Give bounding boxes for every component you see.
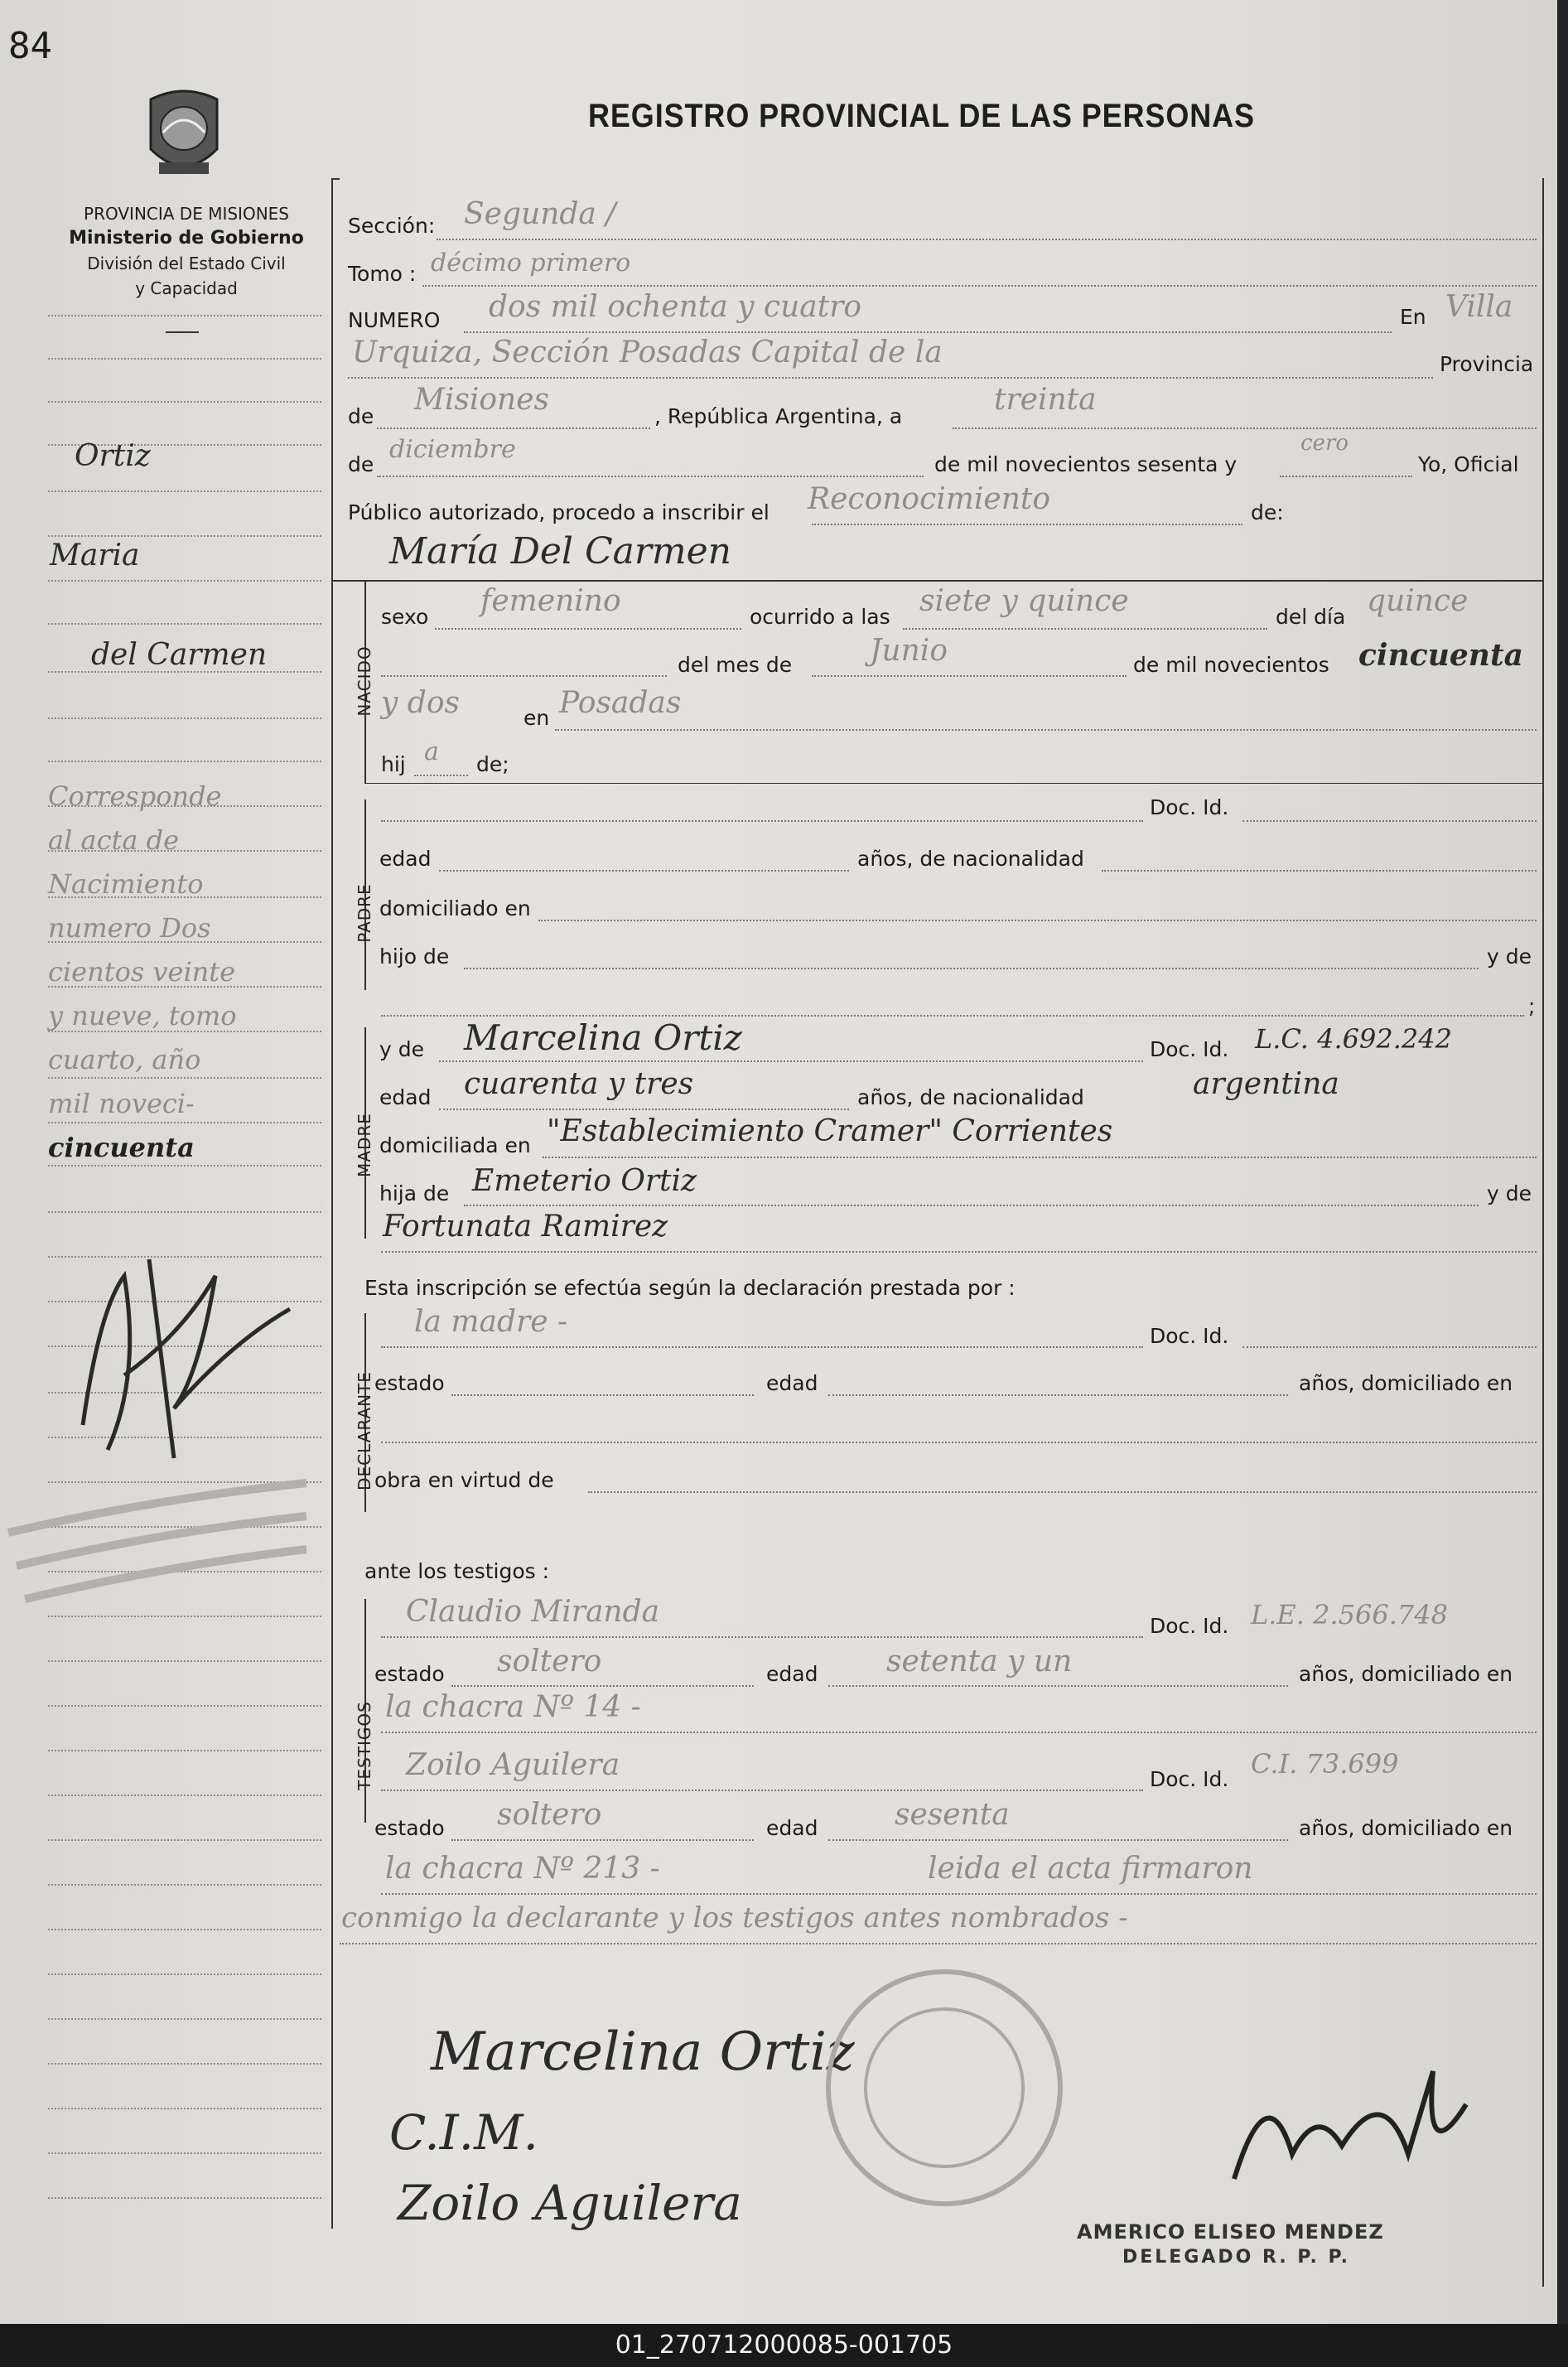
side-label-nacido: NACIDO <box>355 645 374 717</box>
value-en: Villa <box>1445 290 1513 324</box>
value-dom-madre: "Establecimiento Cramer" Corrientes <box>547 1114 1113 1148</box>
dots-hija-de <box>464 1205 1479 1206</box>
signature-mother: Marcelina Ortiz <box>431 2022 855 2083</box>
dots-dia <box>953 428 1537 429</box>
side-label-madre: MADRE <box>355 1113 374 1177</box>
dots-estado-declarante <box>451 1394 754 1396</box>
dots-anio <box>1280 476 1412 477</box>
label-numero: NUMERO <box>348 308 441 332</box>
dots-tomo <box>422 285 1537 287</box>
org-ministry: Ministerio de Gobierno <box>69 228 304 249</box>
value-declarante: la madre - <box>414 1305 568 1339</box>
dots-edad-testigo2 <box>828 1839 1288 1841</box>
value-dia: treinta <box>994 383 1097 417</box>
dots-dom-testigo2 <box>381 1893 1537 1895</box>
value-mes: diciembre <box>389 435 516 464</box>
margin-signature <box>50 1210 315 1483</box>
image-id-footer: 01_270712000085-001705 <box>0 2324 1568 2367</box>
label-testigos: ante los testigos : <box>364 1559 550 1583</box>
value-numero: dos mil ochenta y cuatro <box>489 290 862 324</box>
label-estado-testigo1: estado <box>374 1662 445 1686</box>
dots-doc-padre <box>1242 820 1537 822</box>
value-mes-nac: Junio <box>870 634 948 668</box>
label-de-colon: de: <box>1251 500 1284 524</box>
label-en-2: en <box>523 706 550 730</box>
label-y-de-padre: y de <box>1487 944 1532 969</box>
coat-of-arms-seal <box>134 83 234 186</box>
label-dom-testigo2: años, domiciliado en <box>1299 1816 1513 1840</box>
official-signature <box>1218 2055 1491 2204</box>
value-edad-testigo1: setenta y un <box>886 1645 1073 1679</box>
org-header <box>33 201 340 301</box>
dots-mes <box>377 476 924 477</box>
label-edad-declarante: edad <box>766 1371 818 1395</box>
margin-name-1: Maria <box>50 539 140 572</box>
margin-stamp <box>0 1466 315 1649</box>
dots-testigo1 <box>381 1636 1143 1638</box>
stamp-title: DELEGADO R. P. P. <box>1122 2247 1350 2268</box>
official-round-stamp <box>820 1964 1069 2212</box>
label-mil-nov: de mil novecientos <box>1133 653 1329 677</box>
stamp-name: AMERICO ELISEO MENDEZ <box>1077 2220 1384 2244</box>
dots-dom-padre <box>538 920 1537 921</box>
value-nombre: María Del Carmen <box>389 530 732 572</box>
label-de-mil-sesenta: de mil novecientos sesenta y <box>934 452 1238 476</box>
label-de-1: de <box>348 404 374 428</box>
label-republica: , República Argentina, a <box>654 404 903 428</box>
value-anio-nac-2: y dos <box>381 686 460 720</box>
label-dom-declarante: años, domiciliado en <box>1299 1371 1513 1395</box>
margin-name-2: del Carmen <box>91 638 268 672</box>
label-estado-declarante: estado <box>374 1371 445 1395</box>
margin-surname: Ortiz <box>75 439 151 473</box>
page-number: 84 <box>8 25 52 67</box>
dots-hora <box>903 628 1267 630</box>
dots-edad-madre <box>439 1109 849 1110</box>
top-tick <box>331 178 340 180</box>
label-doc-testigo1: Doc. Id. <box>1150 1614 1229 1638</box>
value-edad-madre: cuarenta y tres <box>464 1067 694 1101</box>
org-division: División del Estado Civil <box>87 254 286 273</box>
label-ocurrido: ocurrido a las <box>750 605 890 629</box>
value-doc-testigo1: L.E. 2.566.748 <box>1251 1599 1448 1630</box>
dots-lugar <box>348 377 1433 379</box>
label-edad-testigo1: edad <box>766 1662 818 1686</box>
value-hij: a <box>424 737 439 766</box>
dots-acto <box>812 524 1242 525</box>
label-nac-padre: años, de nacionalidad <box>857 847 1084 871</box>
label-doc-declarante: Doc. Id. <box>1150 1324 1229 1348</box>
dots-obra <box>588 1491 1537 1493</box>
label-obra: obra en virtud de <box>374 1468 554 1492</box>
label-provincia: Provincia <box>1440 352 1534 376</box>
signature-cim: C.I.M. <box>389 2104 538 2161</box>
label-dom-madre: domiciliada en <box>379 1133 531 1157</box>
org-province: PROVINCIA DE MISIONES <box>84 204 289 224</box>
value-hija-de-2: Fortunata Ramirez <box>383 1210 668 1244</box>
divider <box>166 331 199 333</box>
label-en: En <box>1400 305 1426 329</box>
value-dia-nac: quince <box>1367 584 1469 618</box>
label-doc-padre: Doc. Id. <box>1150 795 1229 819</box>
value-nac-madre: argentina <box>1193 1067 1339 1101</box>
label-dom-testigo1: años, domiciliado en <box>1299 1662 1513 1686</box>
value-anio: cero <box>1300 431 1349 456</box>
label-doc-testigo2: Doc. Id. <box>1150 1767 1229 1791</box>
label-tomo: Tomo : <box>348 262 417 286</box>
value-hija-de: Emeterio Ortiz <box>472 1164 697 1198</box>
label-nac-madre: años, de nacionalidad <box>857 1085 1084 1109</box>
rule-nombre <box>331 580 1542 582</box>
dots-estado-testigo2 <box>451 1839 754 1841</box>
dots-padre-nombre <box>381 820 1143 822</box>
dots-sexo <box>435 628 741 630</box>
label-edad-padre: edad <box>379 847 432 871</box>
label-hija-de: hija de <box>379 1181 450 1205</box>
dots-hijo-de <box>464 968 1479 969</box>
dots-edad-padre <box>439 870 849 872</box>
margin-note: Corresponde al acta de Nacimiento numero Dos cientos veinte y nueve, tomo cuarto, año mil noveci- cincuenta <box>48 780 237 1163</box>
left-border <box>331 178 333 2229</box>
label-sexo: sexo <box>381 605 429 629</box>
dots-dia-2 <box>381 675 667 677</box>
dots-edad-declarante <box>828 1394 1288 1396</box>
dots-doc-declarante <box>1242 1346 1537 1348</box>
value-madre-nombre: Marcelina Ortiz <box>464 1017 742 1058</box>
side-label-declarante: DECLARANTE <box>355 1371 374 1490</box>
label-yo-oficial: Yo, Oficial <box>1418 452 1519 476</box>
dots-madre-nombre <box>439 1060 1143 1062</box>
signature-witness: Zoilo Aguilera <box>398 2175 742 2231</box>
value-sexo: femenino <box>480 584 621 618</box>
label-dom-padre: domiciliado en <box>379 896 531 920</box>
side-label-padre: PADRE <box>355 883 374 943</box>
value-tomo: décimo primero <box>431 249 631 278</box>
label-y-de-madre: y de <box>379 1037 424 1061</box>
dots-testigo2 <box>381 1790 1143 1791</box>
value-acto: Reconocimiento <box>808 482 1051 516</box>
label-declaracion: Esta inscripción se efectúa según la declaración prestada por : <box>364 1276 1016 1300</box>
dots-edad-testigo1 <box>828 1685 1288 1687</box>
label-edad-testigo2: edad <box>766 1816 818 1840</box>
closing-line-1: leida el acta firmaron <box>928 1852 1253 1886</box>
value-dom-testigo2: la chacra Nº 213 - <box>385 1852 660 1886</box>
label-hij: hij <box>381 752 406 776</box>
label-hijo-de: hijo de <box>379 944 450 969</box>
value-estado-testigo1: soltero <box>497 1645 602 1679</box>
dots-mes-nac <box>812 675 1127 677</box>
dots-dom-declarante <box>381 1442 1537 1443</box>
dots-estado-testigo1 <box>451 1685 754 1687</box>
value-doc-madre: L.C. 4.692.242 <box>1255 1023 1452 1055</box>
label-semicolon: ; <box>1528 994 1536 1018</box>
value-edad-testigo2: sesenta <box>895 1798 1010 1832</box>
value-dom-testigo1: la chacra Nº 14 - <box>385 1690 641 1724</box>
dots-nac-padre <box>1102 870 1537 872</box>
value-anio-nac: cincuenta <box>1358 638 1523 673</box>
org-capacity: y Capacidad <box>135 278 238 298</box>
value-lugar: Urquiza, Sección Posadas Capital de la <box>352 336 943 370</box>
right-border <box>1542 178 1544 2287</box>
value-provincia: Misiones <box>414 383 550 417</box>
label-seccion: Sección: <box>348 214 436 238</box>
value-lugar-nac: Posadas <box>559 686 682 720</box>
label-de-semicolon: de; <box>476 752 509 776</box>
closing-line-2: conmigo la declarante y los testigos antes nombrados - <box>341 1901 1128 1935</box>
dots-seccion <box>437 239 1537 240</box>
label-de-2: de <box>348 452 374 476</box>
dots-declarante <box>381 1346 1143 1348</box>
dots-provincia <box>377 428 650 429</box>
value-hora: siete y quince <box>919 584 1129 618</box>
value-doc-testigo2: C.I. 73.699 <box>1251 1748 1399 1780</box>
dots-closing <box>340 1943 1537 1944</box>
value-testigo2: Zoilo Aguilera <box>406 1748 620 1782</box>
label-publico: Público autorizado, procedo a inscribir el <box>348 500 770 524</box>
side-label-testigos: TESTIGOS <box>355 1701 374 1790</box>
dots-hij <box>414 775 468 776</box>
label-del-mes: del mes de <box>678 653 793 677</box>
label-y-de-madre-2: y de <box>1487 1181 1532 1205</box>
dots-padre-abuela <box>381 1015 1524 1017</box>
dots-lugar-nac <box>555 729 1537 731</box>
label-del-dia: del día <box>1276 605 1346 629</box>
dots-dom-testigo1 <box>381 1732 1537 1733</box>
value-estado-testigo2: soltero <box>497 1798 602 1832</box>
rule-nacido-end <box>364 783 1542 784</box>
label-edad-madre: edad <box>379 1085 432 1109</box>
label-doc-madre: Doc. Id. <box>1150 1037 1229 1061</box>
dots-dom-madre <box>543 1157 1537 1158</box>
value-testigo1: Claudio Miranda <box>406 1595 660 1629</box>
dots-madre-abuela <box>381 1251 1537 1253</box>
label-estado-testigo2: estado <box>374 1816 445 1840</box>
dots-numero <box>464 331 1392 333</box>
page-title: REGISTRO PROVINCIAL DE LAS PERSONAS <box>588 98 1255 134</box>
value-seccion: Segunda / <box>464 197 616 231</box>
